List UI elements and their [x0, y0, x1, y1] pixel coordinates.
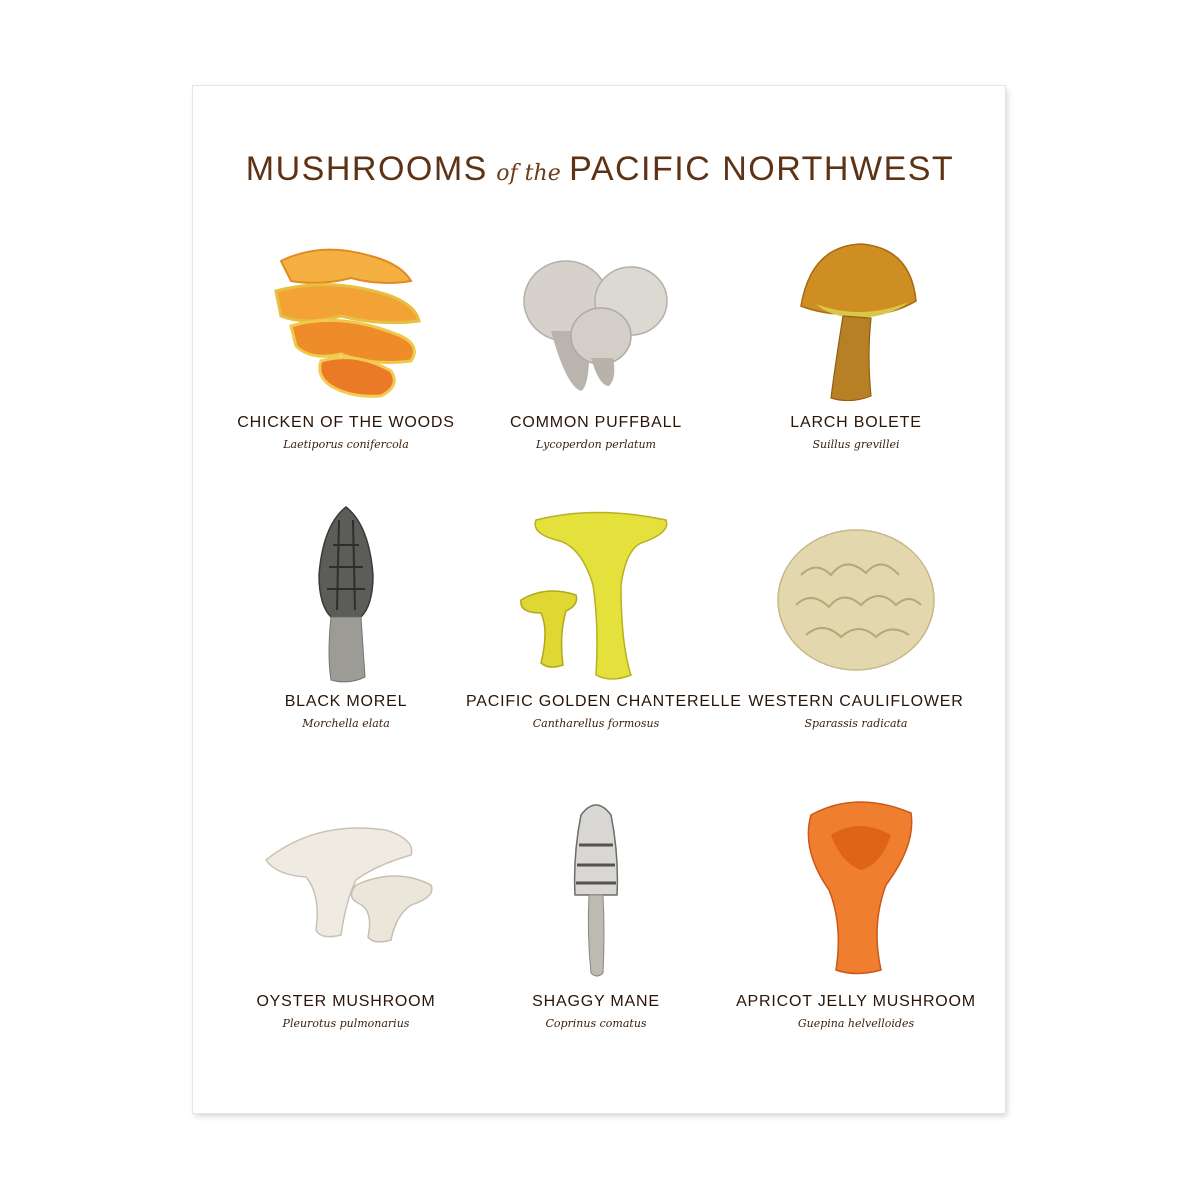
- specimen-oyster-mushroom: [216, 805, 476, 1030]
- black-morel-illustration: [261, 505, 431, 685]
- latin-name: Pleurotus pulmonarius: [282, 1017, 410, 1030]
- cauliflower-mushroom-illustration: [771, 505, 941, 685]
- latin-name: Lycoperdon perlatum: [536, 438, 656, 451]
- golden-chanterelle-illustration: [501, 505, 691, 685]
- latin-name: Guepina helvelloides: [797, 1017, 915, 1030]
- specimen-pacific-golden-chanterelle: [466, 505, 742, 730]
- common-name: WESTERN CAULIFLOWER: [748, 693, 964, 710]
- specimen-chicken-of-the-woods: [216, 236, 476, 451]
- common-name: PACIFIC GOLDEN CHANTERELLE: [466, 693, 742, 710]
- specimen-western-cauliflower: [726, 505, 986, 730]
- specimen-shaggy-mane: [466, 795, 726, 1030]
- common-name: COMMON PUFFBALL: [509, 414, 682, 431]
- common-name: APRICOT JELLY MUSHROOM: [736, 993, 976, 1010]
- latin-name: Morchella elata: [302, 717, 390, 730]
- puffball-illustration: [511, 236, 681, 406]
- latin-name: Laetiporus conifercola: [283, 438, 409, 451]
- latin-name: Cantharellus formosus: [532, 717, 660, 730]
- shaggy-mane-illustration: [511, 795, 681, 985]
- specimen-black-morel: [216, 505, 476, 730]
- specimen-common-puffball: [466, 236, 726, 451]
- common-name: CHICKEN OF THE WOODS: [237, 414, 455, 431]
- larch-bolete-illustration: [771, 236, 941, 406]
- specimen-larch-bolete: [726, 236, 986, 451]
- common-name: OYSTER MUSHROOM: [256, 993, 436, 1010]
- specimen-apricot-jelly-mushroom: [726, 795, 986, 1030]
- common-name: LARCH BOLETE: [790, 414, 922, 431]
- oyster-mushroom-illustration: [246, 805, 446, 985]
- common-name: BLACK MOREL: [284, 693, 408, 710]
- latin-name: Sparassis radicata: [804, 717, 908, 730]
- latin-name: Suillus grevillei: [812, 438, 900, 451]
- latin-name: Coprinus comatus: [545, 1017, 647, 1030]
- title-part-1: MUSHROOMS: [245, 150, 488, 188]
- title-part-2: of the: [496, 161, 561, 186]
- common-name: SHAGGY MANE: [532, 993, 660, 1010]
- chicken-of-the-woods-illustration: [261, 236, 431, 406]
- apricot-jelly-illustration: [771, 795, 941, 985]
- title-part-3: PACIFIC NORTHWEST: [569, 150, 955, 188]
- poster-title: [0, 150, 1200, 189]
